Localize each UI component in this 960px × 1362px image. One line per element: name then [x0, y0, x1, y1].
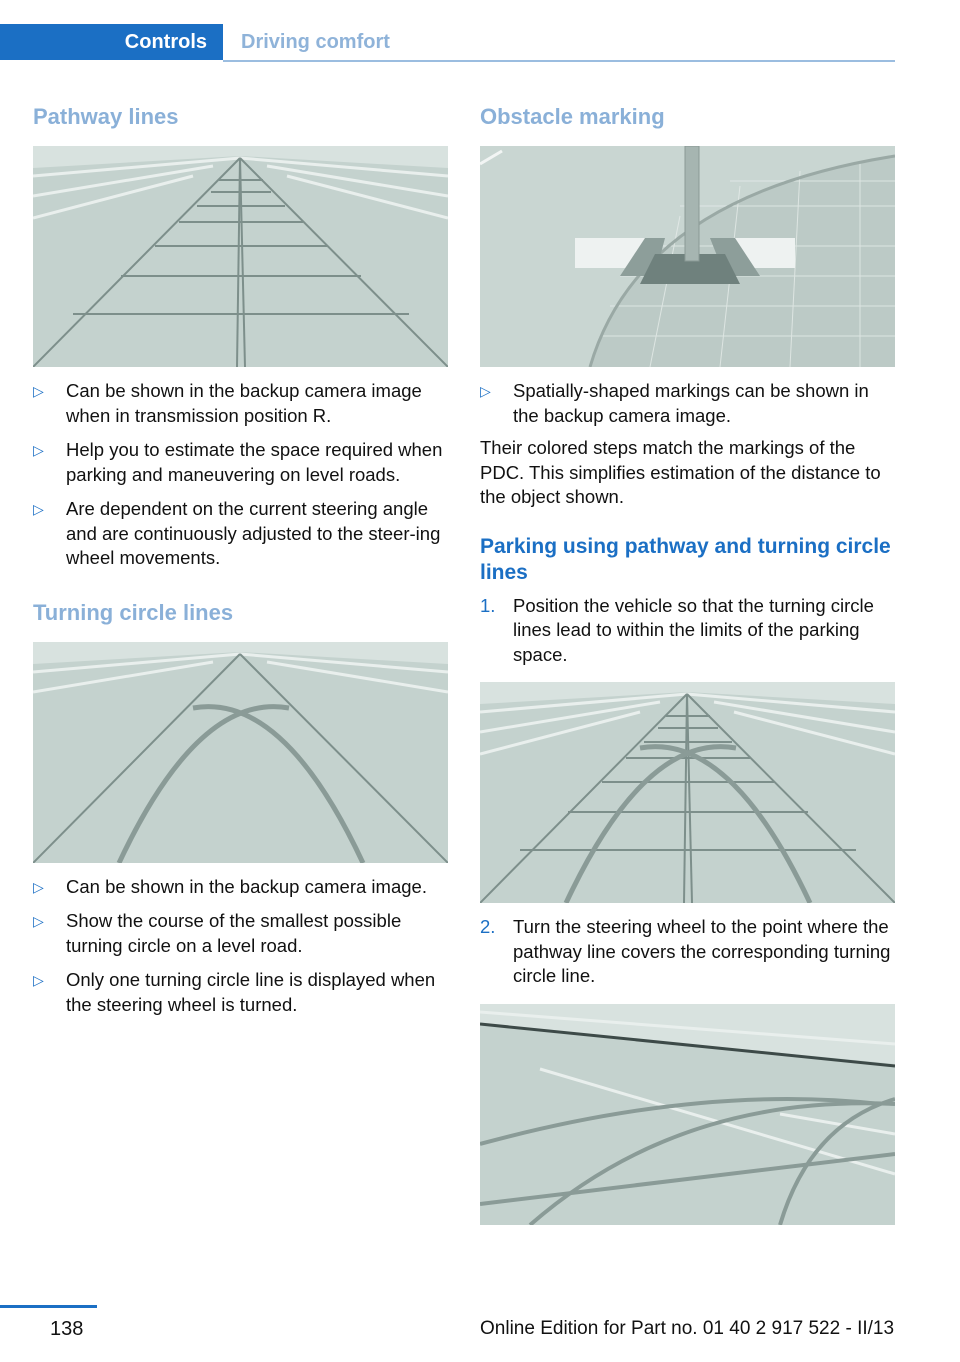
header-tab-controls: Controls [0, 24, 223, 60]
parking-steps [480, 594, 895, 668]
triangle-bullet-icon: ▷ [33, 913, 44, 929]
page-number: 138 [50, 1318, 84, 1340]
figure-pathway-lines [33, 146, 448, 367]
figure-parking-step-1 [480, 682, 895, 903]
figure-turning-circle-lines [33, 642, 448, 863]
heading-turning-circle-lines: Turning circle lines [33, 599, 234, 625]
triangle-bullet-icon: ▷ [33, 972, 44, 988]
list-item: ▷ Show the course of the smallest possible turning circle on a level road. [33, 910, 402, 956]
list-item: ▷ Only one turning circle line is displayed when the steering wheel is turned. [33, 969, 436, 1015]
list-item: 2. Turn the steering wheel to the point where the pathway line covers the corresponding turning circle line. [480, 916, 891, 986]
heading-parking-pathway-turning: Parking using pathway and turning circle lines [480, 534, 891, 584]
obstacle-bullets [480, 379, 895, 428]
obstacle-paragraph: Their colored steps match the markings of the PDC. This simplifies estimation of the distance to the object shown. [480, 437, 881, 507]
turning-bullets [33, 875, 448, 1018]
header-section-title: Driving comfort [241, 30, 390, 53]
list-item: ▷ Are dependent on the current steering angle and are continuously adjusted to the steer‐ing wheel movements. [33, 498, 441, 568]
heading-obstacle-marking: Obstacle marking [480, 104, 665, 129]
footer-rule [0, 1305, 97, 1308]
heading-pathway-lines: Pathway lines [33, 104, 179, 129]
figure-parking-step-2 [480, 1004, 895, 1225]
pathway-bullets [33, 379, 448, 571]
step-number: 1. [480, 594, 496, 616]
footer-edition: Online Edition for Part no. 01 40 2 917 522 - II/13 [480, 1318, 895, 1339]
triangle-bullet-icon: ▷ [33, 878, 44, 895]
list-item: ▷ Can be shown in the backup camera image when in transmission position R. [33, 380, 422, 426]
list-item: ▷ Can be shown in the backup camera image. [33, 875, 448, 900]
right-column [480, 100, 895, 1225]
list-item: 1. Position the vehicle so that the turning circle lines lead to within the limits of the parking space. [480, 594, 874, 665]
header-rule [223, 60, 895, 62]
parking-steps-cont [480, 915, 895, 989]
list-item: ▷ Spatially-shaped markings can be shown in the backup camera image. [480, 380, 869, 426]
triangle-bullet-icon: ▷ [33, 442, 44, 458]
figure-obstacle-marking [480, 146, 895, 367]
step-number: 2. [480, 916, 496, 937]
triangle-bullet-icon: ▷ [480, 383, 491, 399]
left-column [33, 100, 448, 1027]
triangle-bullet-icon: ▷ [33, 501, 44, 517]
triangle-bullet-icon: ▷ [33, 383, 44, 399]
list-item: ▷ Help you to estimate the space required when parking and maneuvering on level roads. [33, 439, 443, 485]
